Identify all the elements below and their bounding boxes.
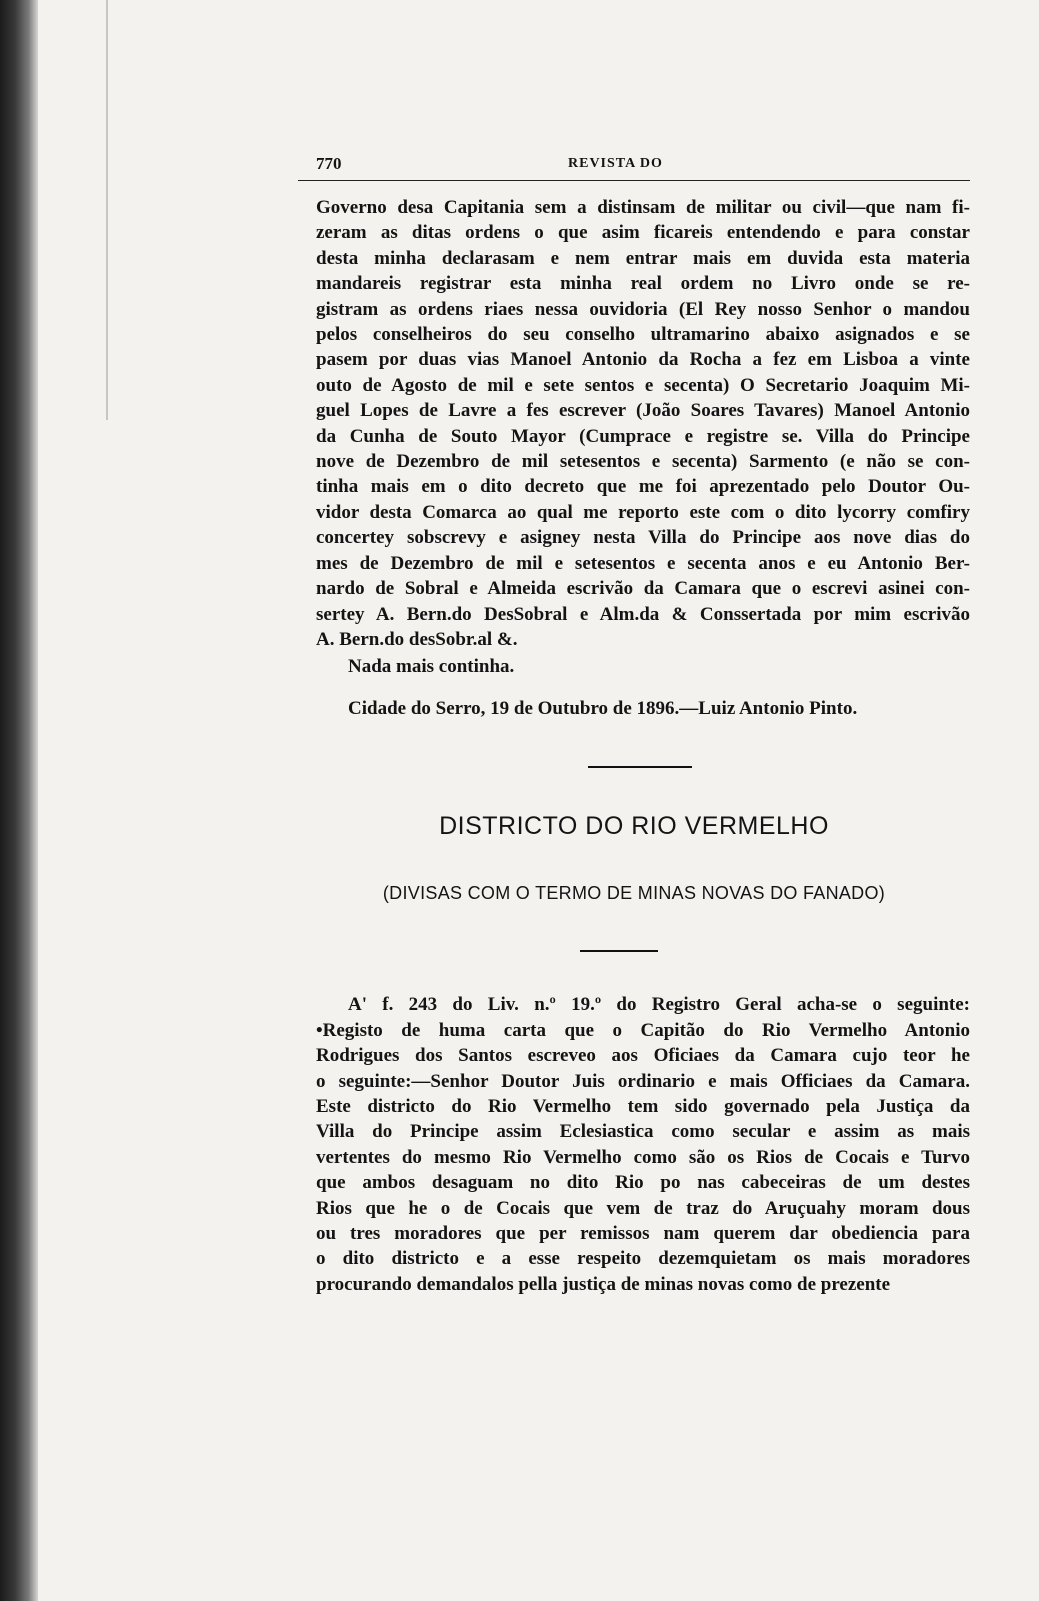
text-line: o seguinte:—Senhor Doutor Juis ordinario e mais Officiaes da Camara. xyxy=(316,1070,970,1092)
text-line: nove de Dezembro de mil setesentos e secenta) Sarmento (e não se con- xyxy=(316,451,970,473)
paragraph-2 xyxy=(316,992,970,1297)
text-line: tinha mais em o dito decreto que me foi aprezentado pelo Doutor Ou- xyxy=(316,476,970,498)
text-line: A' f. 243 do Liv. n.º 19.º do Registro Geral acha-se o seguinte: xyxy=(348,994,970,1016)
text-line: •Registo de huma carta que o Capitão do Rio Vermelho Antonio xyxy=(316,1019,970,1041)
text-line: vertentes do mesmo Rio Vermelho como são os Rios de Cocais e Turvo xyxy=(316,1146,970,1168)
section-divider-bottom xyxy=(580,950,658,952)
note-line: Nada mais continha. xyxy=(348,656,515,678)
text-line: Rios que he o de Cocais que vem de traz do Aruçuahy moram dous xyxy=(316,1197,970,1219)
text-line: desta minha declarasam e nem entrar mais em duvida esta materia xyxy=(316,247,970,269)
text-line: Governo desa Capitania sem a distinsam de militar ou civil—que nam fi- xyxy=(316,197,970,218)
text-line: sertey A. Bern.do DesSobral e Alm.da & Conssertada por mim escrivão xyxy=(316,603,970,625)
page-number: 770 xyxy=(316,154,342,173)
text-line: que ambos desaguam no dito Rio po nas cabeceiras de um destes xyxy=(316,1172,970,1194)
text-line: zeram as ditas ordens o que asim ficareis entendendo e para constar xyxy=(316,222,970,244)
text-line: mes de Dezembro de mil e setesentos e secenta anos e eu Antonio Ber- xyxy=(316,552,970,574)
text-line: Este districto do Rio Vermelho tem sido governado pela Justiça da xyxy=(316,1095,970,1117)
text-line: da Cunha de Souto Mayor (Cumprace e registre se. Villa do Principe xyxy=(316,425,970,447)
text-line: concertey sobscrevy e asigney nesta Villa do Principe aos nove dias do xyxy=(316,527,970,549)
section-title: DISTRICTO DO RIO VERMELHO xyxy=(439,812,829,841)
text-line: vidor desta Comarca ao qual me reporto este com o dito lycorry comfiry xyxy=(316,501,970,523)
text-line: nardo de Sobral e Almeida escrivão da Camara que o escrevi asinei con- xyxy=(316,578,970,600)
book-binding-shadow xyxy=(0,0,38,1601)
text-line: pasem por duas vias Manoel Antonio da Rocha a fez em Lisboa a vinte xyxy=(316,349,970,371)
text-line: mandareis registrar esta minha real ordem no Livro onde se re- xyxy=(316,273,970,295)
text-line: Villa do Principe assim Eclesiastica como secular e assim as mais xyxy=(316,1121,970,1143)
section-divider-top xyxy=(588,766,692,768)
text-line: guel Lopes de Lavre a fes escrever (João Soares Tavares) Manoel Antonio xyxy=(316,400,970,422)
section-subtitle: (DIVISAS COM O TERMO DE MINAS NOVAS DO FANADO) xyxy=(382,883,886,904)
running-head xyxy=(298,152,970,181)
text-line: pelos conselheiros do seu conselho ultramarino abaixo asignados e se xyxy=(316,324,970,346)
page xyxy=(298,152,970,1297)
text-line: outo de Agosto de mil e sete sentos e secenta) O Secretario Joaquim Mi- xyxy=(316,374,970,396)
gutter-line xyxy=(106,0,108,420)
closing-line: Cidade do Serro, 19 de Outubro de 1896.—Luiz Antonio Pinto. xyxy=(348,698,858,720)
paragraph-1 xyxy=(316,195,970,652)
text-line: procurando demandalos pella justiça de minas novas como de prezente xyxy=(316,1273,891,1295)
text-line: Rodrigues dos Santos escreveo aos Oficiaes da Camara cujo teor he xyxy=(316,1045,970,1067)
text-line: A. Bern.do desSobr.al &. xyxy=(316,628,518,650)
text-line: o dito districto e a esse respeito dezemquietam os mais moradores xyxy=(316,1248,970,1270)
journal-name: REVISTA DO xyxy=(568,156,663,171)
text-line: gistram as ordens riaes nessa ouvidoria (El Rey nosso Senhor o mandou xyxy=(316,298,970,320)
text-line: ou tres moradores que per remissos nam querem dar obediencia para xyxy=(316,1222,970,1244)
